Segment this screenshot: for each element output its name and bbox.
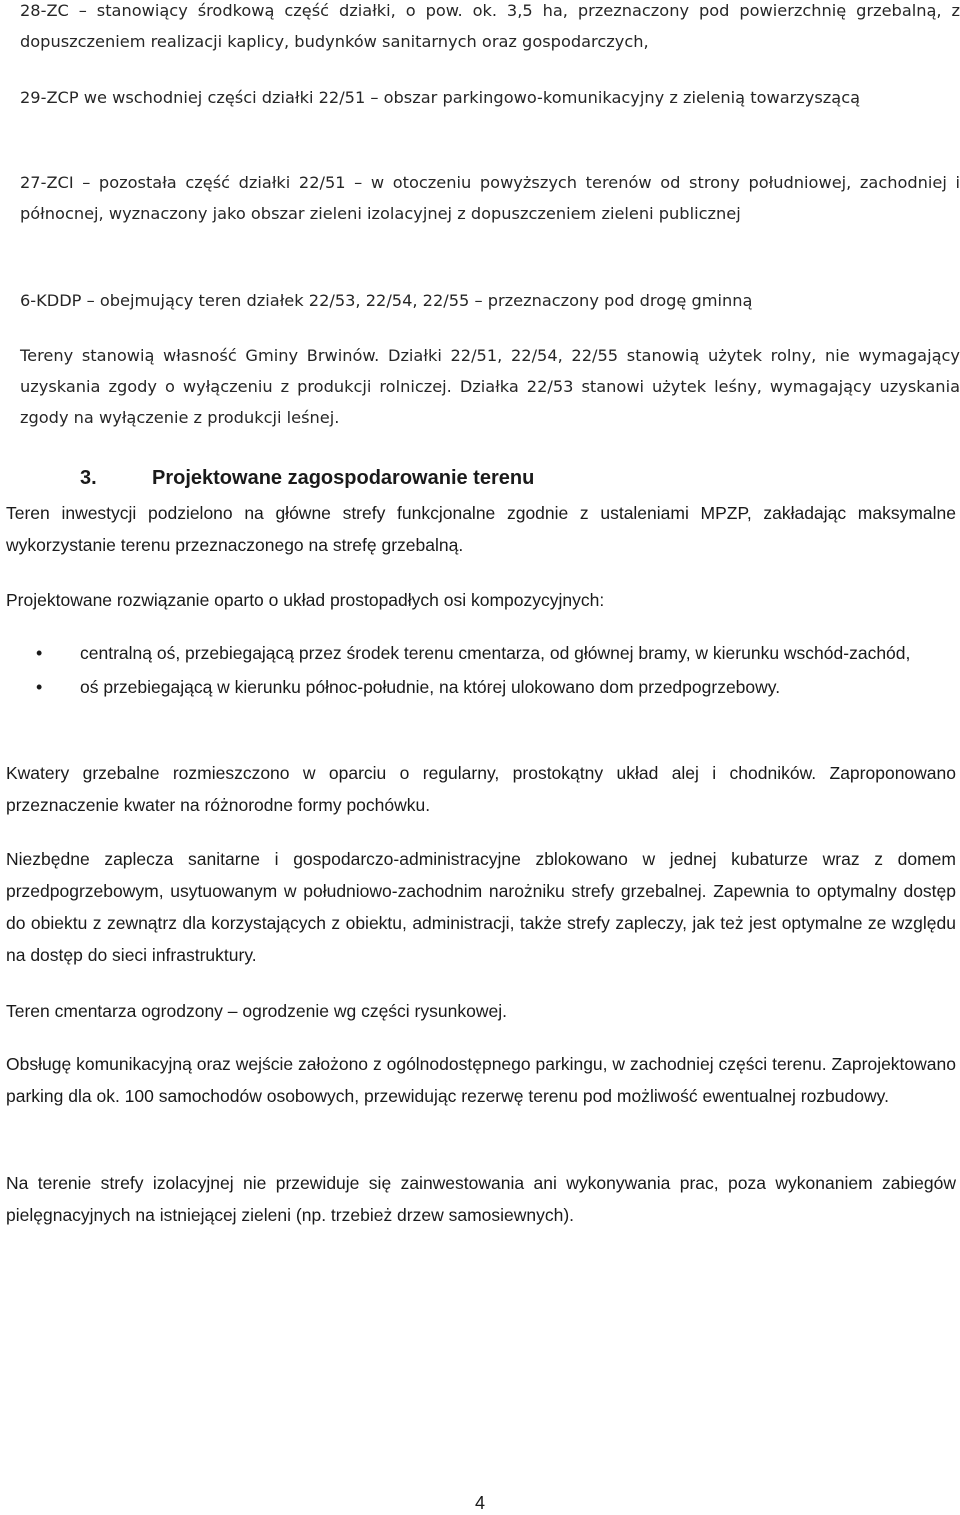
page-number: 4 — [475, 1493, 486, 1513]
axes-list — [6, 637, 956, 703]
list-item-text: oś przebiegającą w kierunku północ-południe, na której ulokowano dom przedpogrzebowy. — [80, 677, 781, 697]
paragraph-axes-intro: Projektowane rozwiązanie oparto o układ prostopadłych osi kompozycyjnych: — [6, 590, 605, 610]
list-item — [6, 637, 956, 669]
section-number: 3. — [80, 467, 97, 489]
paragraph-parking: Obsługę komunikacyjną oraz wejście założono z ogólnodostępnego parkingu, w zachodniej części terenu. Zaprojektowano parking dla ok. 100 samochodów osobowych, przewidując rezerwę terenu pod możliwość ewentualnej rozbudowy. — [6, 1054, 956, 1106]
paragraph-isolation-zone: Na terenie strefy izolacyjnej nie przewiduje się zainwestowania ani wykonywania prac, poza wykonaniem zabiegów pielęgnacyjnych na istniejącej zieleni (np. trzebież drzew samosiewnych). — [6, 1173, 956, 1225]
paragraph-6-kddp: 6-KDDP – obejmujący teren działek 22/53, 22/54, 22/55 – przeznaczony pod drogę gminną — [20, 291, 753, 310]
paragraph-quarters: Kwatery grzebalne rozmieszczono w oparciu o regularny, prostokątny układ alej i chodników. Zaproponowano przeznaczenie kwater na różnorodne formy pochówku. — [6, 763, 956, 815]
section-heading — [80, 462, 534, 494]
list-item — [6, 671, 956, 703]
list-item-text: centralną oś, przebiegającą przez środek terenu cmentarza, od głównej bramy, w kierunku wschód-zachód, — [80, 643, 911, 663]
paragraph-27-zci: 27-ZCI – pozostała część działki 22/51 – w otoczeniu powyższych terenów od strony południowej, zachodniej i północnej, wyznaczony jako obszar zieleni izolacyjnej z dopuszczeniem zieleni publicznej — [20, 173, 960, 223]
paragraph-facilities: Niezbędne zaplecza sanitarne i gospodarczo-administracyjne zblokowano w jednej kubaturze wraz z domem przedpogrzebowym, usytuowanym w południowo-zachodnim narożniku strefy grzebalnej. Zapewnia to optymalny dostęp do obiektu z zewnątrz dla korzystających z obiektu, administracji, także strefy zapleczy, jak też jest optymalne ze względu na dostęp do sieci infrastruktury. — [6, 849, 956, 965]
paragraph-fence: Teren cmentarza ogrodzony – ogrodzenie wg części rysunkowej. — [6, 1001, 507, 1021]
paragraph-29-zcp: 29-ZCP we wschodniej części działki 22/51 – obszar parkingowo-komunikacyjny z zielenią towarzyszącą — [20, 88, 861, 107]
paragraph-28-zc: 28-ZC – stanowiący środkową część działki, o pow. ok. 3,5 ha, przeznaczony pod powierzchnię grzebalną, z dopuszczeniem realizacji kaplicy, budynków sanitarnych oraz gospodarczych, — [20, 1, 960, 51]
section-title: Projektowane zagospodarowanie terenu — [152, 467, 535, 489]
paragraph-zones: Teren inwestycji podzielono na główne strefy funkcjonalne zgodnie z ustaleniami MPZP, zakładając maksymalne wykorzystanie terenu przeznaczonego na strefę grzebalną. — [6, 503, 956, 555]
bullet-icon: • — [36, 677, 43, 697]
paragraph-ownership: Tereny stanowią własność Gminy Brwinów. Działki 22/51, 22/54, 22/55 stanowią użytek rolny, nie wymagający uzyskania zgody o wyłączeniu z produkcji rolniczej. Działka 22/53 stanowi użytek leśny, wymagający uzyskania zgody na wyłączenie z produkcji leśnej. — [20, 346, 960, 427]
bullet-icon: • — [36, 643, 43, 663]
